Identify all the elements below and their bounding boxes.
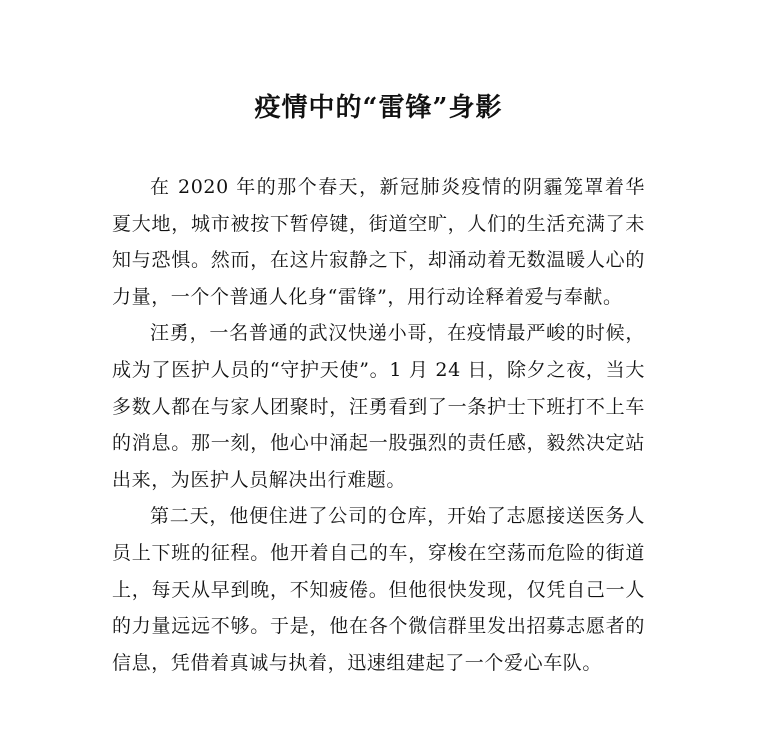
paragraph: 第二天，他便住进了公司的仓库，开始了志愿接送医务人员上下班的征程。他开着自己的车，穿梭在空荡而危险的街道上，每天从早到晚，不知疲倦。但他很快发现，仅凭自己一人的力量远远不够。于是，他在各个微信群里发出招募志愿者的信息，凭借着真诚与执着，迅速组建起了一个爱心车队。 [112, 505, 645, 674]
paragraph: 在 2020 年的那个春天，新冠肺炎疫情的阴霾笼罩着华夏大地，城市被按下暂停键，街道空旷，人们的生活充满了未知与恐惧。然而，在这片寂静之下，却涌动着无数温暖人心的力量，一个个普通人化身“雷锋”，用行动诠释着爱与奉献。 [112, 176, 645, 308]
paragraph: 汪勇，一名普通的武汉快递小哥，在疫情最严峻的时候，成为了医护人员的“守护天使”。1 月 24 日，除夕之夜，当大多数人都在与家人团聚时，汪勇看到了一条护士下班打不上车的消息。那一刻，他心中涌起一股强烈的责任感，毅然决定站出来，为医护人员解决出行难题。 [112, 322, 645, 491]
document-body [112, 169, 645, 681]
document-title: 疫情中的“雷锋”身影 [254, 93, 503, 123]
